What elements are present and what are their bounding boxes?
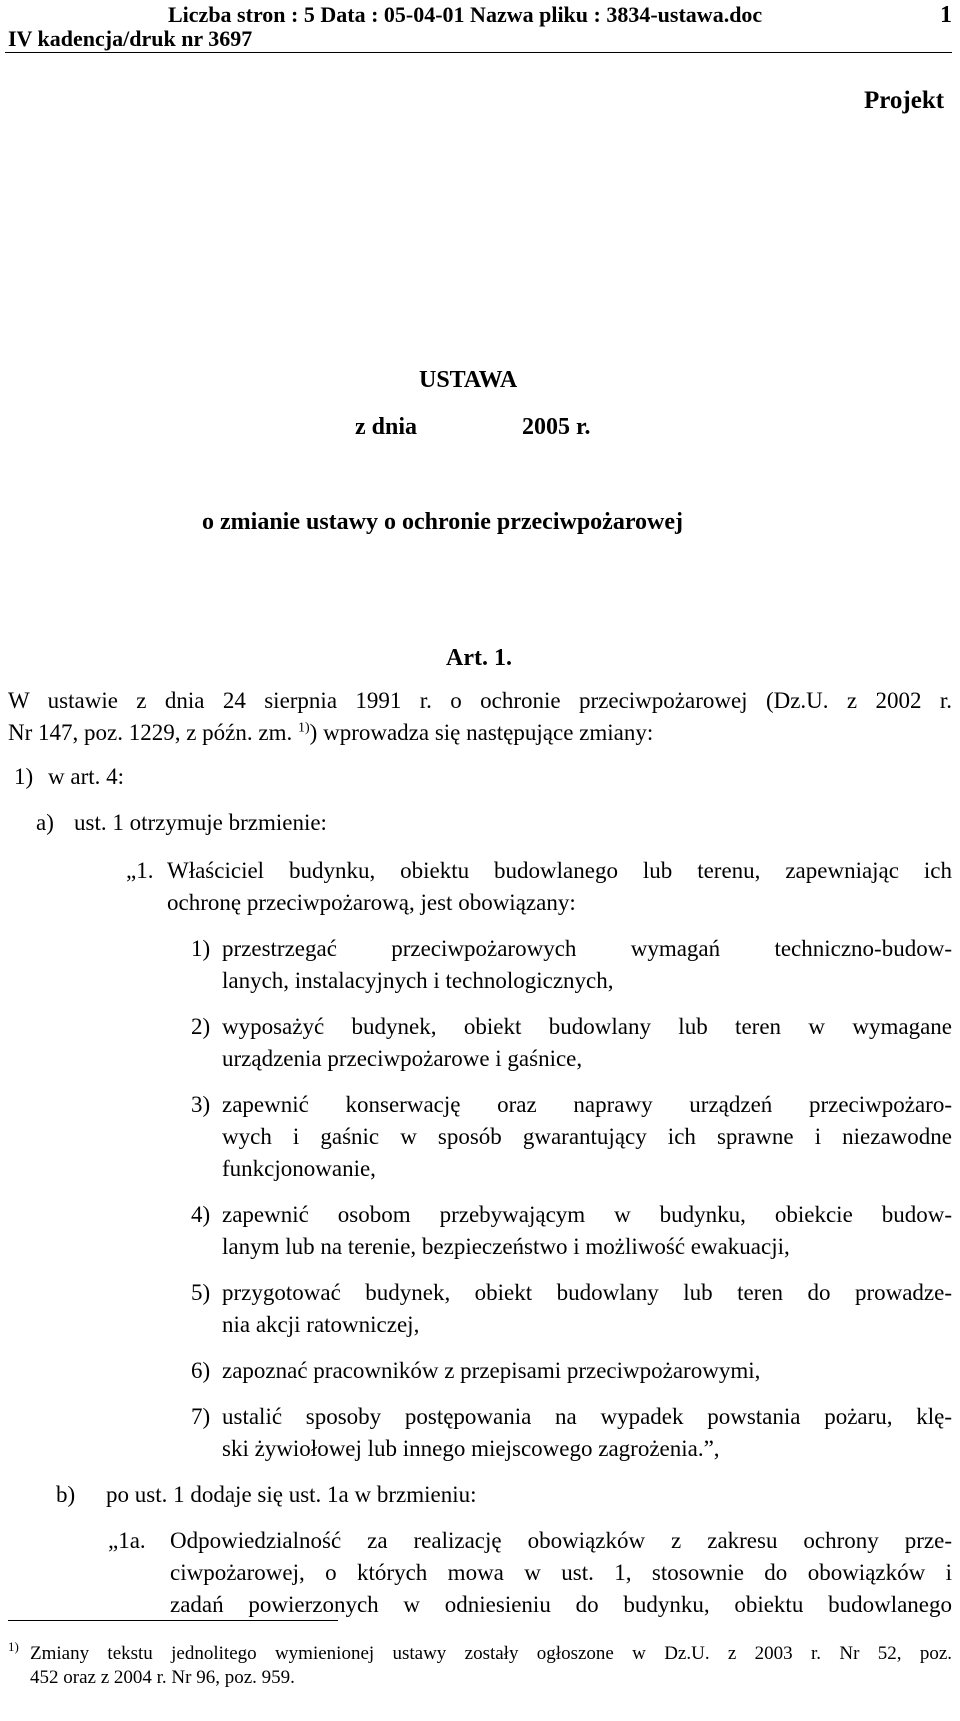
projekt-label: Projekt <box>864 87 945 114</box>
lit-b-text: po ust. 1 dodaje się ust. 1a w brzmieniu: <box>106 1482 477 1507</box>
list-item-number: 5) <box>191 1280 211 1305</box>
intro-text-a: Nr 147, poz. 1229, z późn. zm. <box>8 720 293 745</box>
point1-text: w art. 4: <box>48 764 125 789</box>
lit-a-text: ust. 1 otrzymuje brzmienie: <box>74 810 327 835</box>
header-divider <box>5 52 952 53</box>
lit-a-number: a) <box>36 810 54 835</box>
lit-b-number: b) <box>56 1482 76 1507</box>
act-title: USTAWA <box>419 367 518 393</box>
list-item-number: 4) <box>191 1202 211 1227</box>
footnote-number: 1) <box>8 1639 19 1654</box>
page-number: 1 <box>940 2 952 28</box>
header-print-info: IV kadencja/druk nr 3697 <box>8 26 253 51</box>
list-item-line: przygotować budynek, obiekt budowlany lub teren do prowadze- <box>222 1280 952 1305</box>
list-item-number: 1) <box>191 936 211 961</box>
list-item-line: wych i gaśnic w sposób gwarantujący ich sprawne i niezawodne <box>222 1124 952 1149</box>
act-date-prefix: z dnia <box>355 414 418 440</box>
list-item-line: lanych, instalacyjnych i technologicznych, <box>222 968 614 993</box>
list-item-line: przestrzegać przeciwpożarowych wymagań techniczno-budow- <box>222 936 952 961</box>
intro-text-b: ) wprowadza się następujące zmiany: <box>309 720 654 745</box>
footnote-divider <box>8 1620 338 1621</box>
list-item-line: urządzenia przeciwpożarowe i gaśnice, <box>222 1046 583 1071</box>
list-item-line: zapoznać pracowników z przepisami przeciwpożarowymi, <box>222 1358 761 1383</box>
article-heading: Art. 1. <box>446 645 512 671</box>
list-item-line: lanym lub na terenie, bezpieczeństwo i możliwość ewakuacji, <box>222 1234 790 1259</box>
list-item-number: 3) <box>191 1092 211 1117</box>
list-item-line: nia akcji ratowniczej, <box>222 1312 420 1337</box>
act-subject: o zmianie ustawy o ochronie przeciwpożarowej <box>202 509 684 535</box>
ust1a-number: „1a. <box>108 1528 146 1553</box>
footnote-ref: 1) <box>298 720 310 736</box>
ust1a-line3: zadań powierzonych w odniesieniu do budynku, obiektu budowlanego <box>170 1592 952 1617</box>
list-item-number: 2) <box>191 1014 211 1039</box>
list-item-line: zapewnić osobom przebywającym w budynku, obiekcie budow- <box>222 1202 952 1227</box>
header-file-info: Liczba stron : 5 Data : 05-04-01 Nazwa pliku : 3834-ustawa.doc <box>168 2 763 27</box>
point1-number: 1) <box>14 764 34 789</box>
list-item-line: funkcjonowanie, <box>222 1156 376 1181</box>
list-item-line: ustalić sposoby postępowania na wypadek powstania pożaru, klę- <box>222 1404 952 1429</box>
footnote-line2: 452 oraz z 2004 r. Nr 96, poz. 959. <box>30 1667 295 1688</box>
ust1-line2: ochronę przeciwpożarową, jest obowiązany: <box>167 890 576 915</box>
ust1a-line2: ciwpożarowej, o których mowa w ust. 1, stosownie do obowiązków i <box>170 1560 952 1585</box>
list-item-line: wyposażyć budynek, obiekt budowlany lub teren w wymagane <box>222 1014 952 1039</box>
ust1-number: „1. <box>126 858 154 883</box>
list-item-line: ski żywiołowej lub innego miejscowego zagrożenia.”, <box>222 1436 720 1461</box>
footnote-line1: Zmiany tekstu jednolitego wymienionej ustawy zostały ogłoszone w Dz.U. z 2003 r. Nr 52, poz. <box>30 1643 952 1664</box>
list-item-number: 6) <box>191 1358 211 1383</box>
article-intro-line2 <box>8 719 653 747</box>
article-intro-line1: W ustawie z dnia 24 sierpnia 1991 r. o ochronie przeciwpożarowej (Dz.U. z 2002 r. <box>8 688 952 713</box>
ust1-line1: Właściciel budynku, obiektu budowlanego lub terenu, zapewniając ich <box>167 858 952 883</box>
ust1a-line1: Odpowiedzialność za realizację obowiązków z zakresu ochrony prze- <box>170 1528 952 1553</box>
list-item-number: 7) <box>191 1404 211 1429</box>
act-date-year: 2005 r. <box>522 414 591 440</box>
list-item-line: zapewnić konserwację oraz naprawy urządzeń przeciwpożaro- <box>222 1092 952 1117</box>
